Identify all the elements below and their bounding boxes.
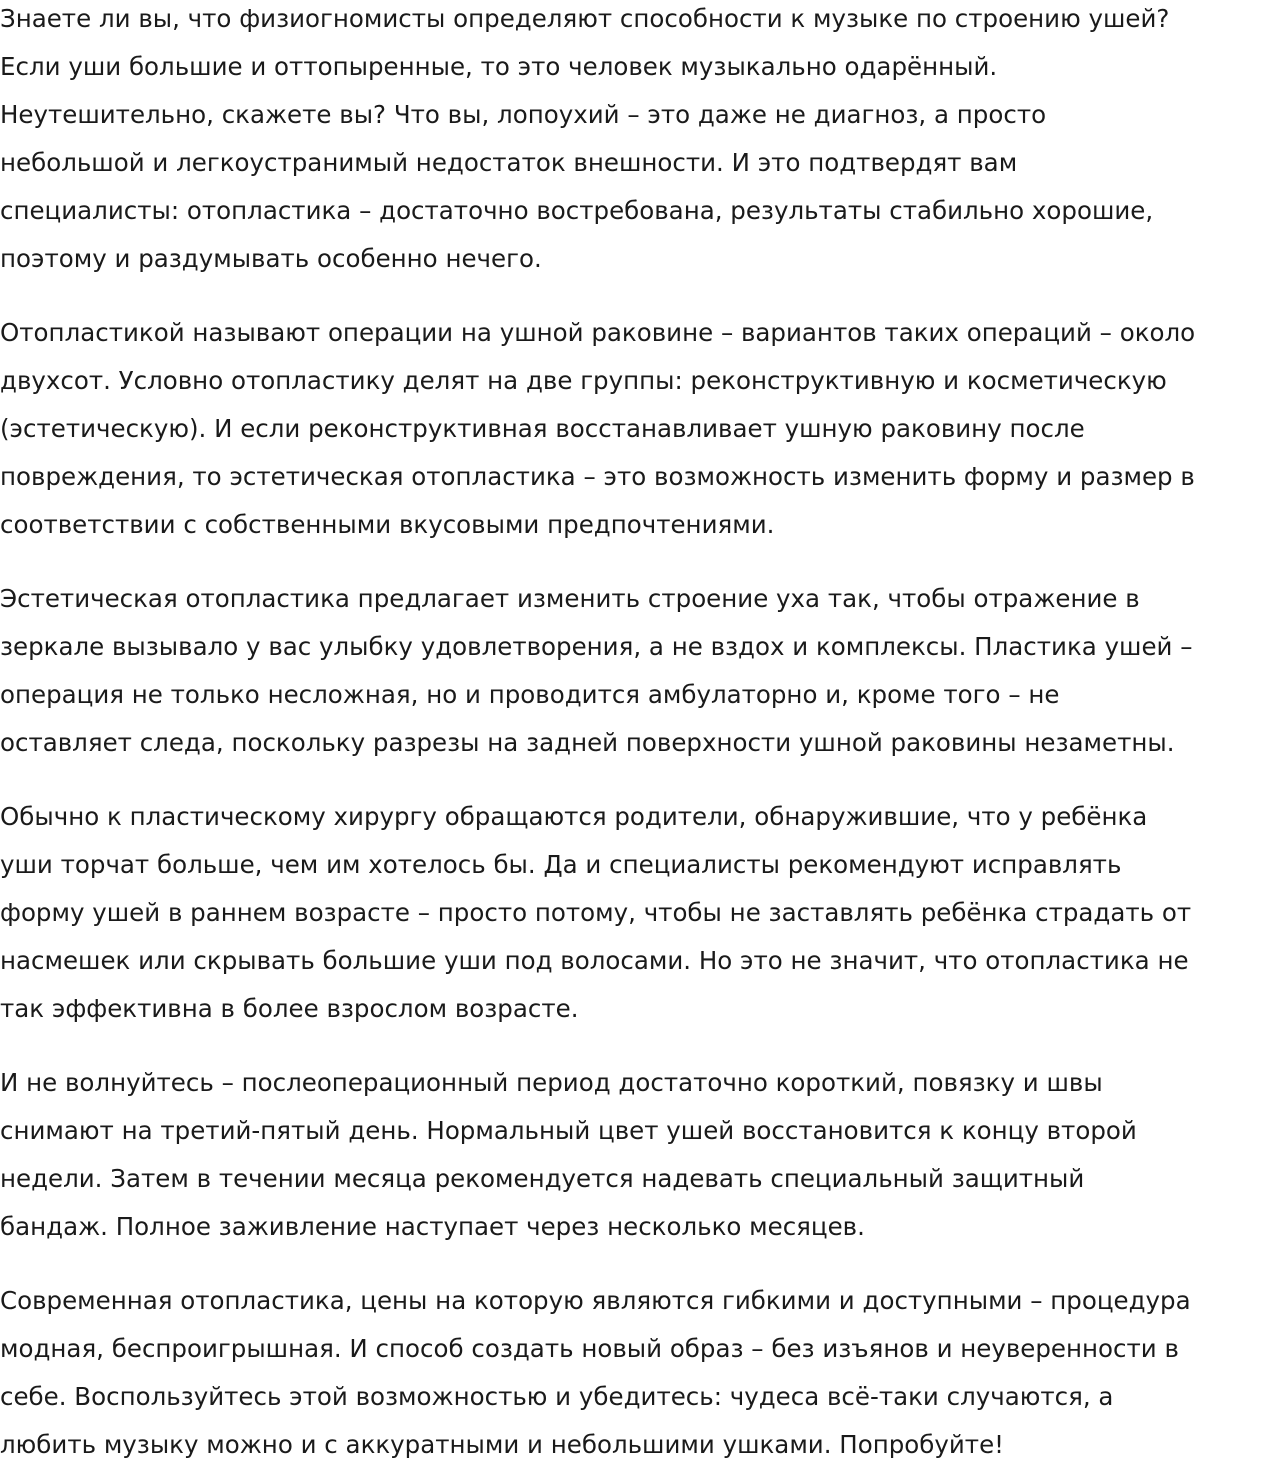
paragraph-aesthetic: Эстетическая отопластика предлагает изменить строение уха так, чтобы отражение в зеркале вызывало у вас улыбку удовлетворения, а не вздох и комплексы. Пластика ушей – операция не только несложная, но и проводится амбулаторно и, кроме того – не оставляет следа, поскольку разрезы на задней поверхности ушной раковины незаметны. [0, 584, 1193, 757]
paragraph-children: Обычно к пластическому хирургу обращаются родители, обнаружившие, что у ребёнка уши торчат больше, чем им хотелось бы. Да и специалисты рекомендуют исправлять форму ушей в раннем возрасте – просто потому, чтобы не заставлять ребёнка страдать от насмешек или скрывать большие уши под волосами. Но это не значит, что отопластика не так эффективна в более взрослом возрасте. [0, 802, 1192, 1023]
paragraph-definition: Отопластикой называют операции на ушной раковине – вариантов таких операций – около двухсот. Условно отопластику делят на две группы: реконструктивную и косметическую (эстетическую). И если реконструктивная восстанавливает ушную раковину после повреждения, то эстетическая отопластика – это возможность изменить форму и размер в соответствии с собственными вкусовыми предпочтениями. [0, 318, 1196, 539]
paragraph-conclusion: Современная отопластика, цены на которую являются гибкими и доступными – процедура модная, беспроигрышная. И способ создать новый образ – без изъянов и неуверенности в себе. Воспользуйтесь этой возможностью и убедитесь: чудеса всё-таки случаются, а любить музыку можно и с аккуратными и небольшими ушками. Попробуйте! [0, 1286, 1191, 1459]
paragraph-recovery: И не волнуйтесь – послеоперационный период достаточно короткий, повязку и швы снимают на третий-пятый день. Нормальный цвет ушей восстановится к концу второй недели. Затем в течении месяца рекомендуется надевать специальный защитный бандаж. Полное заживление наступает через несколько месяцев. [0, 1068, 1137, 1241]
paragraph-intro: Знаете ли вы, что физиогномисты определяют способности к музыке по строению ушей? Если уши большие и оттопыренные, то это человек музыкально одарённый. Неутешительно, скажете вы? Что вы, лопоухий – это даже не диагноз, а просто небольшой и легкоустранимый недостаток внешности. И это подтвердят вам специалисты: отопластика – достаточно востребована, результаты стабильно хорошие, поэтому и раздумывать особенно нечего. [0, 4, 1170, 273]
